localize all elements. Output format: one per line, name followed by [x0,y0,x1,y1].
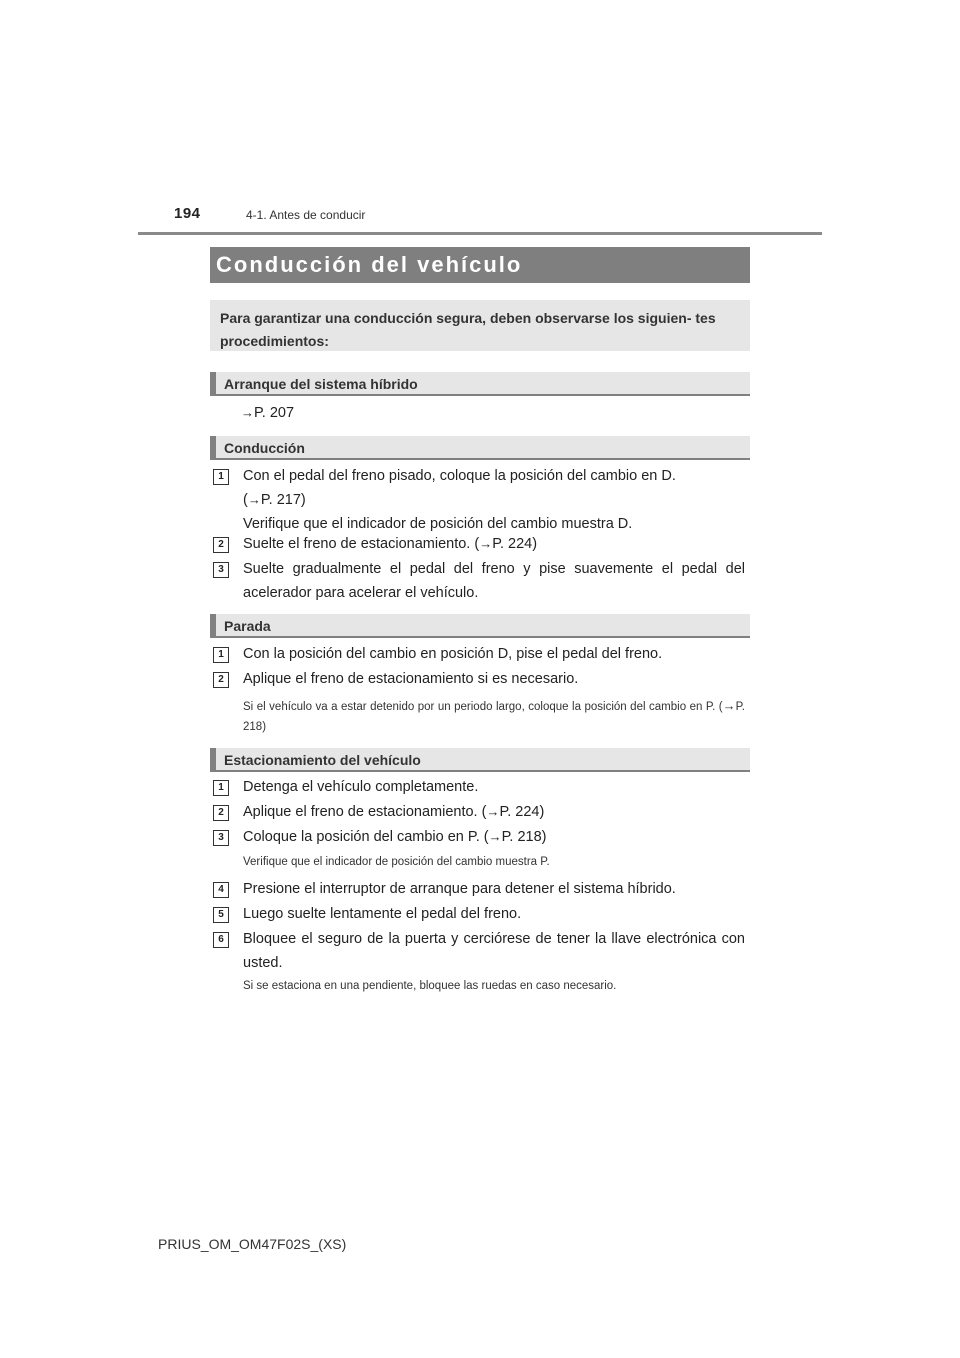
note-text: Si se estaciona en una pendiente, bloquee las ruedas en caso necesario. [243,980,617,992]
page-ref[interactable]: P. 224 [492,536,533,552]
step-number: 1 [213,647,229,663]
step-text: Bloquee el seguro de la puerta y cerciórese de tener la llave electrónica con usted. [243,931,745,971]
page-title: Conducción del vehículo [210,247,750,283]
step-text: Con la posición del cambio en posición D, pise el pedal del freno. [243,646,663,662]
step-number: 2 [213,537,229,553]
intro-text: Para garantizar una conducción segura, deben observarse los siguien- tes procedimientos: [210,300,750,351]
section-heading-estacionamiento: Estacionamiento del vehículo [210,748,750,772]
step-number: 2 [213,805,229,821]
arranque-ref [241,401,743,425]
step-number: 2 [213,672,229,688]
step-text: Suelte gradualmente el pedal del freno y pise suavemente el pedal del acelerador para acelerar el vehículo. [243,561,745,601]
step-number: 3 [213,830,229,846]
step-text: Suelte el freno de estacionamiento. (→P. 224) [243,536,538,552]
arrow-right-icon: → [241,405,254,420]
step-text: Aplique el freno de estacionamiento si es necesario. [243,671,579,687]
arrow-right-icon: → [486,804,500,819]
step-text: Coloque la posición del cambio en P. (→P. 218) [243,829,547,845]
header-rule [138,232,822,235]
step-number: 4 [213,882,229,898]
page-ref[interactable]: P. 207 [254,405,295,421]
arrow-right-icon: → [247,492,261,507]
page-ref[interactable]: P. 218 [501,829,542,845]
note-text: Verifique que el indicador de posición del cambio muestra P. [243,856,550,868]
step-number: 5 [213,907,229,923]
chapter-label: 4-1. Antes de conducir [246,208,366,222]
step-text: Aplique el freno de estacionamiento. (→P. 224) [243,804,545,820]
step-number: 6 [213,932,229,948]
page-ref[interactable]: P. 217 [260,492,301,508]
step-number: 3 [213,562,229,578]
step-text: Presione el interruptor de arranque para detener el sistema híbrido. [243,881,676,897]
arrow-right-icon: → [722,698,736,713]
section-heading-conduccion: Conducción [210,436,750,460]
page-ref[interactable]: P. 224 [499,804,540,820]
note-text: Si el vehículo va a estar detenido por un periodo largo, coloque la posición del cambio en P. (→P. 218) [243,698,745,733]
section-heading-arranque: Arranque del sistema híbrido [210,372,750,396]
arrow-right-icon: → [479,536,493,551]
page-ref[interactable]: P. 218 [243,701,745,733]
step-number: 1 [213,780,229,796]
section-heading-parada: Parada [210,614,750,638]
step-text: Detenga el vehículo completamente. [243,779,479,795]
step-text: Con el pedal del freno pisado, coloque la posición del cambio en D. (→P. 217) Verifique que el indicador de posición del cambio muestra D. [243,468,676,532]
arrow-right-icon: → [488,829,502,844]
page-number: 194 [174,205,201,222]
step-text: Luego suelte lentamente el pedal del freno. [243,906,522,922]
step-number: 1 [213,469,229,485]
footer-code: PRIUS_OM_OM47F02S_(XS) [158,1236,347,1252]
